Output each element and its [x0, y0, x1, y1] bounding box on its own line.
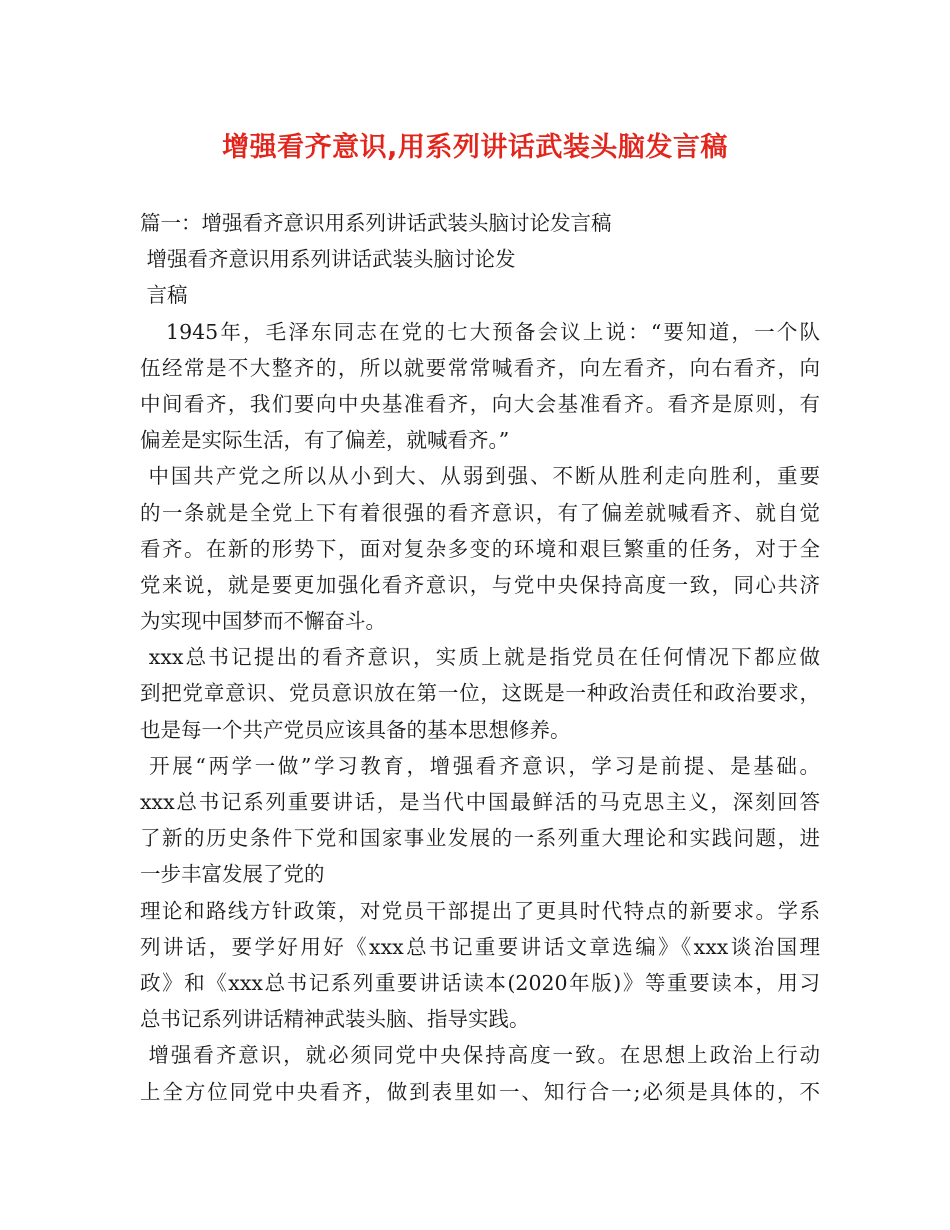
text-line: 的一条就是全党上下有着很强的看齐意识，有了偏差就喊看齐、就自觉: [140, 500, 820, 525]
text-line: 看齐。在新的形势下，面对复杂多变的环境和艰巨繁重的任务，对于全: [140, 536, 820, 561]
text-line: 一步丰富发展了党的: [140, 862, 325, 887]
text-line: 中间看齐，我们要向中央基准看齐，向大会基准看齐。看齐是原则，有: [140, 391, 820, 416]
text-line: 篇一：增强看齐意识用系列讲话武装头脑讨论发言稿: [140, 211, 612, 235]
text-line: 理论和路线方针政策，对党员干部提出了更具时代特点的新要求。学系: [140, 898, 820, 923]
document-body: [140, 205, 820, 1110]
text-line: 开展“两学一做”学习教育，增强看齐意识，学习是前提、是基础。: [140, 753, 820, 778]
text-line: 1945年，毛泽东同志在党的七大预备会议上说：“要知道，一个队: [140, 319, 820, 344]
text-line: 也是每一个共产党员应该具备的基本思想修养。: [140, 717, 571, 742]
text-line: 了新的历史条件下党和国家事业发展的一系列重大理论和实践问题，进: [140, 826, 820, 851]
text-line: 言稿: [140, 283, 188, 308]
document-title: 增强看齐意识,用系列讲话武装头脑发言稿: [222, 132, 728, 163]
text-line: 列讲话，要学好用好《xxx总书记重要讲话文章选编》《xxx谈治国理: [140, 934, 820, 959]
text-line: 党来说，就是要更加强化看齐意识，与党中央保持高度一致，同心共济: [140, 572, 820, 597]
text-line: 伍经常是不大整齐的，所以就要常常喊看齐，向左看齐，向右看齐，向: [140, 355, 820, 380]
text-line: 到把党章意识、党员意识放在第一位，这既是一种政治责任和政治要求，: [140, 681, 820, 706]
text-line: 偏差是实际生活，有了偏差，就喊看齐。”: [140, 428, 510, 453]
text-line: 上全方位同党中央看齐，做到表里如一、知行合一;必须是具体的，不: [140, 1079, 820, 1104]
text-line: xxx总书记提出的看齐意识，实质上就是指党员在任何情况下都应做: [140, 645, 820, 670]
text-line: 为实现中国梦而不懈奋斗。: [140, 609, 386, 634]
text-line: 总书记系列讲话精神武装头脑、指导实践。: [140, 1007, 530, 1032]
text-line: 增强看齐意识，就必须同党中央保持高度一致。在思想上政治上行动: [140, 1043, 820, 1068]
text-line: 中国共产党之所以从小到大、从弱到强、不断从胜利走向胜利，重要: [140, 464, 820, 489]
text-line: 增强看齐意识用系列讲话武装头脑讨论发: [140, 247, 516, 272]
text-line: 政》和《xxx总书记系列重要讲话读本(2020年版)》等重要读本，用习: [140, 970, 820, 995]
text-line: xxx总书记系列重要讲话，是当代中国最鲜活的马克思主义，深刻回答: [140, 790, 820, 814]
